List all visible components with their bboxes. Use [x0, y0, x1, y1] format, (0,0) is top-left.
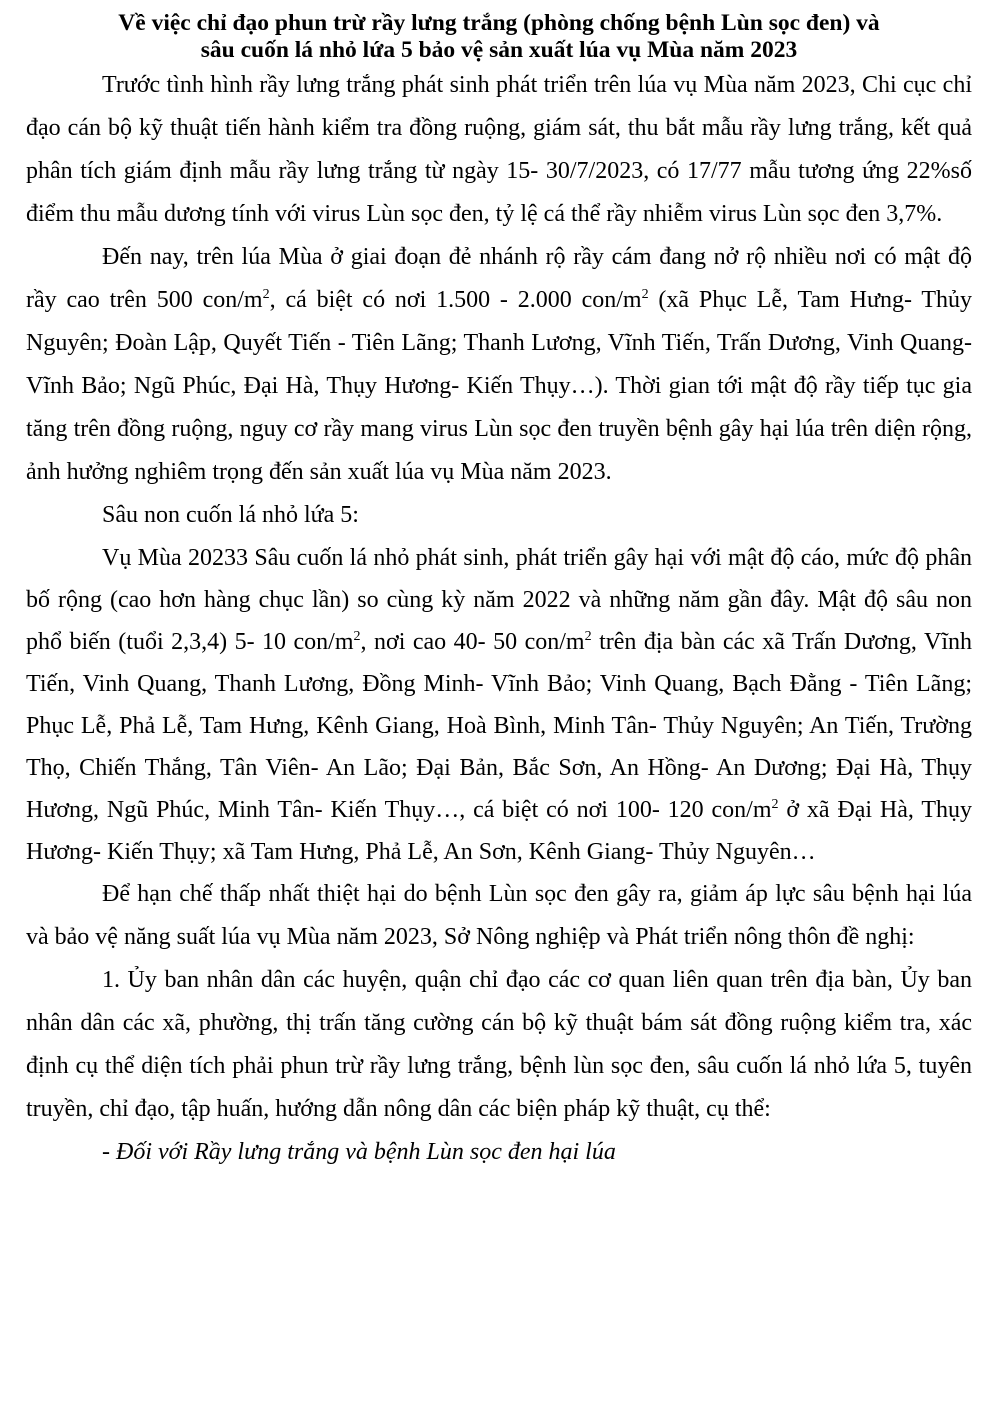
superscript: 2 — [771, 797, 779, 812]
superscript: 2 — [353, 629, 361, 644]
text-segment: Đến nay, trên lúa Mùa ở giai đoạn đẻ nhánh rộ rầy cám đang nở rộ nhiều nơi có mật độ rầy cao trên 500 con/m — [26, 244, 972, 313]
text-segment: (xã Phục Lễ, Tam Hưng- Thủy Nguyên; Đoàn Lập, Quyết Tiến - Tiên Lãng; Thanh Lương, Vĩnh Tiến, Trấn Dương, Vinh Quang- Vĩnh Bảo; Ngũ Phúc, Đại Hà, Thụy Hương- Kiến Thụy…). Thời gian tới mật độ rầy tiếp tục gia tăng trên đồng ruộng, nguy cơ rầy mang virus Lùn sọc đen truyền bệnh gây hại lúa trên diện rộng, ảnh hưởng nghiêm trọng đến sản xuất lúa vụ Mùa năm 2023. — [26, 287, 973, 485]
text-segment: ở xã Đại Hà, Thụy Hương- Kiến Thụy; xã Tam Hưng, Phả Lễ, An Sơn, Kênh Giang- Thủy Nguyên… — [26, 797, 972, 865]
document-title — [26, 10, 972, 64]
paragraph-leaf-roller — [26, 537, 972, 873]
title-line-1: Về việc chỉ đạo phun trừ rầy lưng trắng (phòng chống bệnh Lùn sọc đen) và — [118, 10, 880, 36]
superscript: 2 — [584, 629, 592, 644]
paragraph-proposal: Để hạn chế thấp nhất thiệt hại do bệnh Lùn sọc đen gây ra, giảm áp lực sâu bệnh hại lúa và bảo vệ năng suất lúa vụ Mùa năm 2023, Sở Nông nghiệp và Phát triển nông thôn đề nghị: — [26, 881, 972, 950]
text-segment: , cá biệt có nơi 1.500 - 2.000 con/m — [269, 287, 642, 313]
paragraph-subheading: Sâu non cuốn lá nhỏ lứa 5: — [102, 502, 359, 528]
paragraph-item-1: 1. Ủy ban nhân dân các huyện, quận chỉ đạo các cơ quan liên quan trên địa bàn, Ủy ban nhân dân các xã, phường, thị trấn tăng cường cán bộ kỹ thuật bám sát đồng ruộng kiểm tra, xác định cụ thể diện tích phải phun trừ rầy lưng trắng, bệnh lùn sọc đen, sâu cuốn lá nhỏ lứa 5, tuyên truyền, chỉ đạo, tập huấn, hướng dẫn nông dân các biện pháp kỹ thuật, cụ thể: — [26, 967, 972, 1122]
superscript: 2 — [262, 287, 270, 302]
paragraph-situation: Trước tình hình rầy lưng trắng phát sinh phát triển trên lúa vụ Mùa năm 2023, Chi cục chỉ đạo cán bộ kỹ thuật tiến hành kiểm tra đồng ruộng, giám sát, thu bắt mẫu rầy lưng trắng, kết quả phân tích giám định mẫu rầy lưng trắng từ ngày 15- 30/7/2023, có 17/77 mẫu tương ứng 22%số điểm thu mẫu dương tính với virus Lùn sọc đen, tỷ lệ cá thể rầy nhiễm virus Lùn sọc đen 3,7%. — [26, 72, 972, 227]
text-segment: trên địa bàn các xã Trấn Dương, Vĩnh Tiến, Vinh Quang, Thanh Lương, Đồng Minh- Vĩnh Bảo; Vinh Quang, Bạch Đằng - Tiên Lãng; Phục Lễ, Phả Lễ, Tam Hưng, Kênh Giang, Hoà Bình, Minh Tân- Thủy Nguyên; An Tiến, Trường Thọ, Chiến Thắng, Tân Viên- An Lão; Đại Bản, Bắc Sơn, An Hồng- An Dương; Đại Hà, Thụy Hương, Ngũ Phúc, Minh Tân- Kiến Thụy…, cá biệt có nơi 100- 120 con/m — [26, 629, 972, 823]
title-line-2: sâu cuốn lá nhỏ lứa 5 bảo vệ sản xuất lúa vụ Mùa năm 2023 — [200, 37, 798, 63]
text-segment: , nơi cao 40- 50 con/m — [360, 629, 585, 655]
paragraph-subitem: - Đối với Rầy lưng trắng và bệnh Lùn sọc đen hại lúa — [102, 1139, 616, 1165]
text-segment: Vụ Mùa 20233 Sâu cuốn lá nhỏ phát sinh, phát triển gây hại với mật độ cáo, mức độ phân bố rộng (cao hơn hàng chục lần) so cùng kỳ năm 2022 và những năm gần đây. Mật độ sâu non phổ biến (tuổi 2,3,4) 5- 10 con/m — [26, 545, 972, 655]
paragraph-density — [26, 236, 972, 494]
superscript: 2 — [641, 287, 649, 302]
